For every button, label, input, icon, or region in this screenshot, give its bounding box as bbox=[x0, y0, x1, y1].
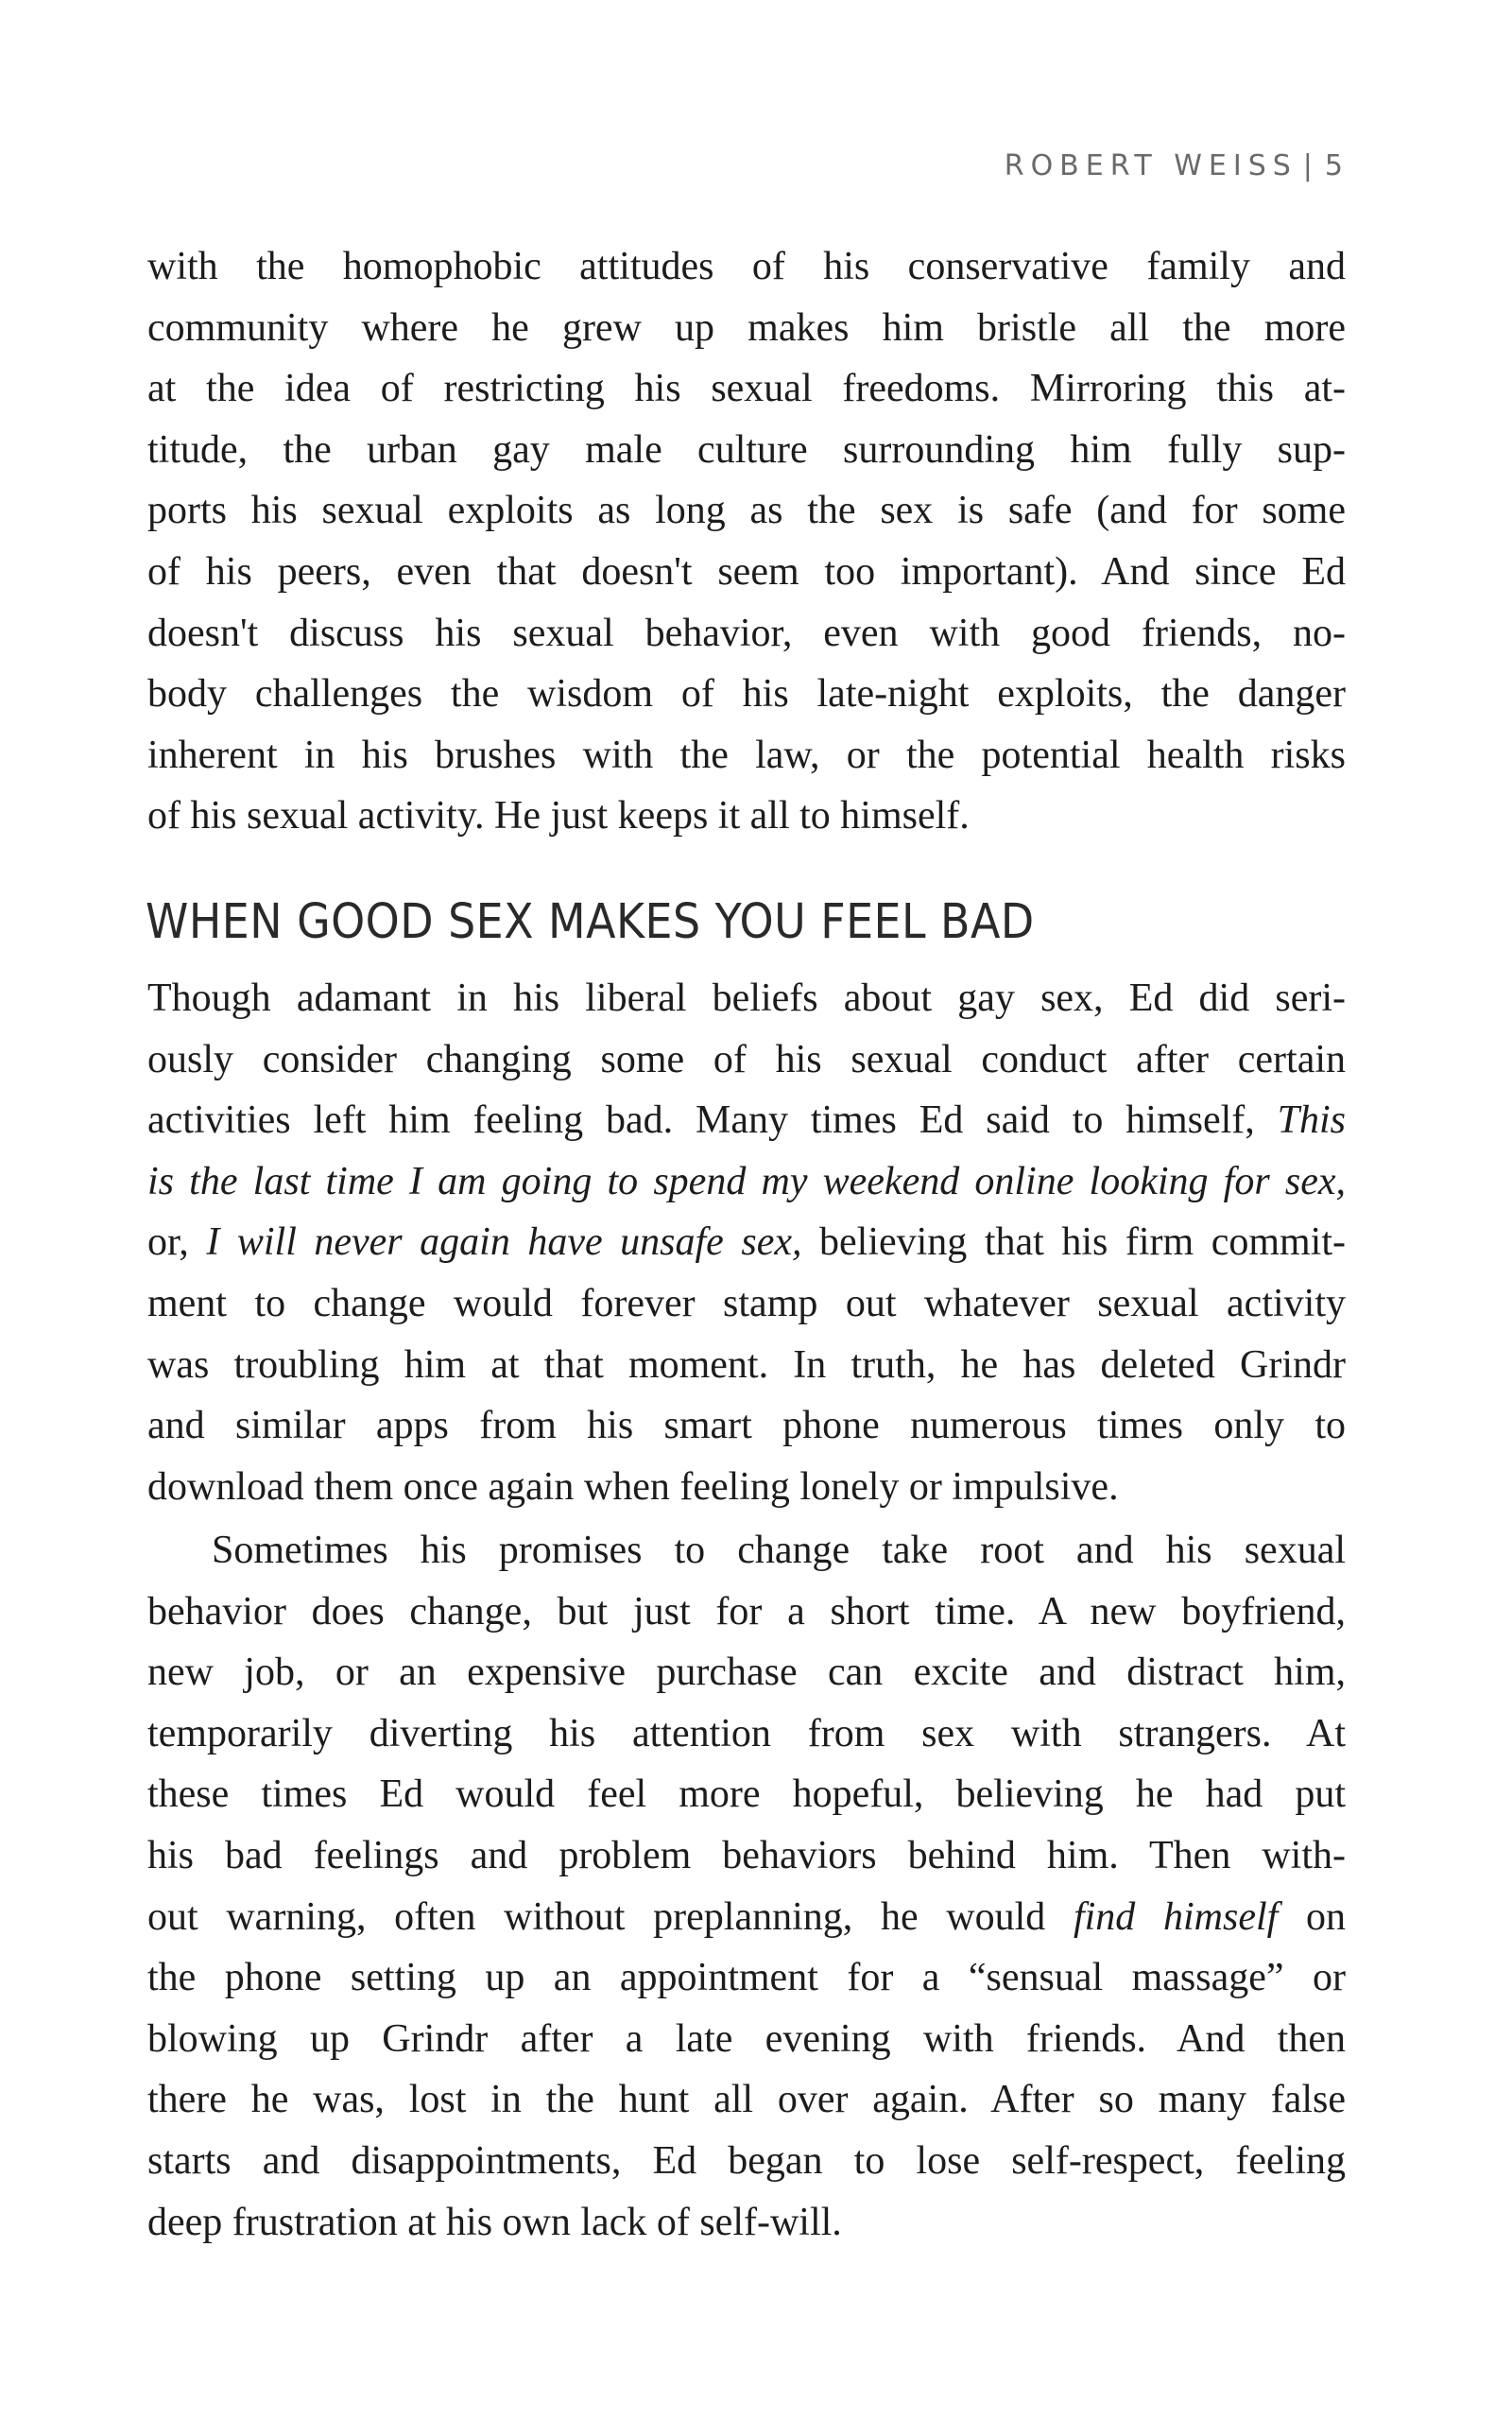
text-line: blowing up Grindr after a late evening with friends. And then bbox=[147, 2016, 1346, 2061]
text-run: out warning, often without preplanning, he would bbox=[147, 1894, 1074, 1939]
italic-thought: This bbox=[1277, 1098, 1346, 1143]
text-line: with the homophobic attitudes of his conservative family and bbox=[147, 245, 1346, 288]
text-line: inherent in his brushes with the law, or the potential health risks bbox=[147, 733, 1346, 777]
text-line: body challenges the wisdom of his late-night exploits, the danger bbox=[147, 672, 1346, 717]
text-line bbox=[147, 1212, 1346, 1273]
text-line: ously consider changing some of his sexual conduct after certain bbox=[147, 1037, 1346, 1081]
text-line: was troubling him at that moment. In truth, he has deleted Grindr bbox=[147, 1342, 1346, 1387]
text-line: Though adamant in his liberal beliefs about gay sex, Ed did seri- bbox=[147, 977, 1346, 1020]
text-line bbox=[147, 1090, 1346, 1151]
text-run: or, bbox=[147, 1220, 207, 1265]
text-line: these times Ed would feel more hopeful, believing he had put bbox=[147, 1772, 1346, 1817]
text-line: there he was, lost in the hunt all over again. After so many false bbox=[147, 2078, 1346, 2122]
italic-thought: I will never again have unsafe sex, bbox=[206, 1220, 802, 1265]
paragraph-false-starts bbox=[147, 1520, 1346, 2253]
text-line: at the idea of restricting his sexual freedoms. Mirroring this at- bbox=[147, 367, 1346, 411]
paragraph-continued bbox=[147, 236, 1346, 847]
running-head bbox=[1005, 149, 1349, 182]
text-line: ment to change would forever stamp out whatever sexual activity bbox=[147, 1281, 1346, 1325]
text-line: the phone setting up an appointment for a “sensual massage” or bbox=[147, 1956, 1346, 2000]
text-line: his bad feelings and problem behaviors behind him. Then with- bbox=[147, 1833, 1346, 1877]
text-line: deep frustration at his own lack of self-will. bbox=[147, 2200, 842, 2244]
text-line: new job, or an expensive purchase can excite and distract him, bbox=[147, 1651, 1346, 1695]
text-line: starts and disappointments, Ed began to lose self-respect, feeling bbox=[147, 2138, 1346, 2183]
text-line: community where he grew up makes him bristle all the more bbox=[147, 305, 1346, 350]
text-line: temporarily diverting his attention from sex with strangers. At bbox=[147, 1711, 1346, 1755]
italic-phrase: find himself bbox=[1073, 1894, 1279, 1939]
text-line: of his peers, even that doesn't seem too important). And since Ed bbox=[147, 549, 1346, 594]
text-line: behavior does change, but just for a short time. A new boyfriend, bbox=[147, 1589, 1346, 1634]
section-heading: WHEN GOOD SEX MAKES YOU FEEL BAD bbox=[146, 894, 1035, 950]
text-run: believing that his firm commit- bbox=[801, 1220, 1346, 1265]
text-run: activities left him feeling bad. Many times Ed said to himself, bbox=[147, 1098, 1278, 1143]
text-line: doesn't discuss his sexual behavior, even with good friends, no- bbox=[147, 611, 1346, 655]
text-line bbox=[147, 1151, 1346, 1213]
running-head-author: ROBERT WEISS bbox=[1004, 149, 1297, 182]
text-run: on bbox=[1278, 1894, 1346, 1939]
text-line: titude, the urban gay male culture surrounding him fully sup- bbox=[147, 427, 1346, 472]
text-line: download them once again when feeling lonely or impulsive. bbox=[147, 1464, 1119, 1509]
page-number: 5 bbox=[1324, 149, 1349, 182]
text-line: ports his sexual exploits as long as the sex is safe (and for some bbox=[147, 489, 1346, 533]
text-line: of his sexual activity. He just keeps it all to himself. bbox=[147, 794, 970, 838]
paragraph-feeling-bad bbox=[147, 968, 1346, 1517]
italic-thought: is the last time I am going to spend my weekend online looking for sex, bbox=[147, 1159, 1346, 1203]
text-line: Sometimes his promises to change take root and his sexual bbox=[212, 1529, 1346, 1572]
running-head-separator: | bbox=[1302, 149, 1319, 182]
text-line: and similar apps from his smart phone numerous times only to bbox=[147, 1404, 1346, 1448]
text-line bbox=[147, 1887, 1346, 1948]
